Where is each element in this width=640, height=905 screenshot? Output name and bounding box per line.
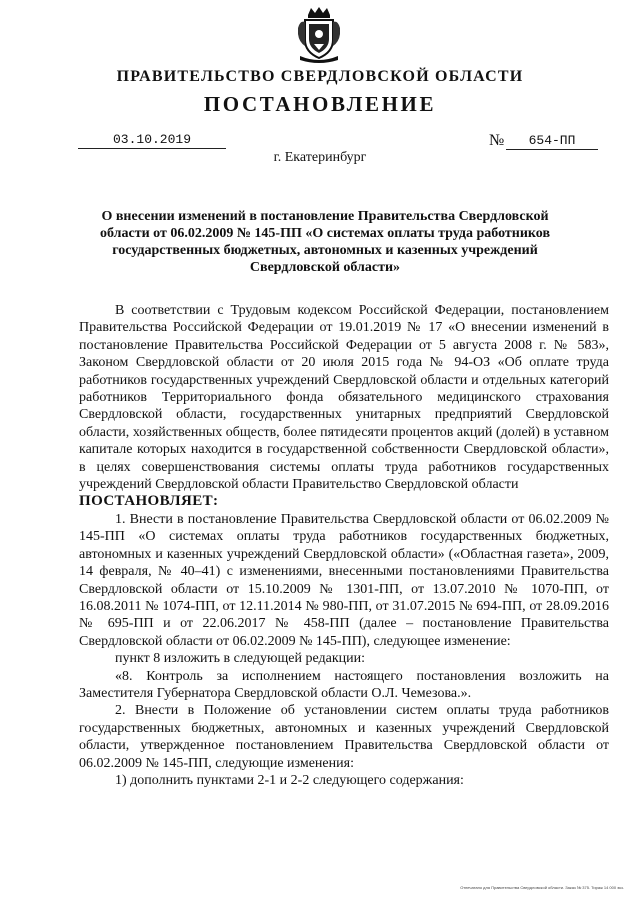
organization-heading: ПРАВИТЕЛЬСТВО СВЕРДЛОВСКОЙ ОБЛАСТИ <box>116 68 524 85</box>
document-type-heading: ПОСТАНОВЛЕНИЕ <box>203 92 437 116</box>
item-1-quote-paragraph: «8. Контроль за исполнением настоящего постановления возложить на Заместителя Губернатора Свердловской области О.Л. Чемезова.». <box>79 668 609 701</box>
item-2-paragraph: 2. Внести в Положение об установлении систем оплаты труда работников государственных бюджетных, автономных и казенных учреждений Свердловской области, утвержденное постановлением Правительства Свердловской области от 06.02.2009 № 145-ПП, следующие изменения: <box>79 703 609 771</box>
item-2-sub-1-paragraph: 1) дополнить пунктами 2-1 и 2-2 следующего содержания: <box>115 772 464 788</box>
number-sign: № <box>489 132 505 149</box>
preamble-paragraph: В соответствии с Трудовым кодексом Российской Федерации, постановлением Правительства Российской Федерации от 19.01.2019 № 17 «О внесении изменений в постановление Правительства Российской Федерации от 5 августа 2008 г. № 583», Законом Свердловской области от 20 июля 2015 года № 94-ОЗ «Об оплате труда работников государственных учреждений Свердловской области и отдельных категорий работников Территориального фонда обязательного медицинского страхования Свердловской области, государственных унитарных предприятий Свердловской области, хозяйственных обществ, более пятидесяти процентов акций (долей) в уставном капитале которых находится в государственной собственности Свердловской области», в целях совершенствования системы оплаты труда работников государственных учреждений Свердловской области Правительство Свердловской области <box>79 303 609 493</box>
document-date: 03.10.2019 <box>78 132 226 149</box>
item-1-sub-paragraph: пункт 8 изложить в следующей редакции: <box>115 651 365 667</box>
document-body <box>79 302 609 789</box>
document-number: 654-ПП <box>506 133 598 150</box>
print-footer: Отпечатано для Правительства Свердловской области. Заказ № 375. Тираж 14 000 экз. <box>460 885 624 890</box>
document-city: г. Екатеринбург <box>273 150 367 165</box>
coat-of-arms-icon <box>296 6 342 64</box>
decree-heading: ПОСТАНОВЛЯЕТ: <box>79 493 219 510</box>
item-1-paragraph: 1. Внести в постановление Правительства Свердловской области от 06.02.2009 № 145-ПП «О системах оплаты труда работников государственных бюджетных, автономных и казенных учреждений Свердловской области» («Областная газета», 2009, 14 февраля, № 40–41) с изменениями, внесенными постановлениями Правительства Свердловской области от 15.10.2009 № 1301-ПП, от 13.07.2010 № 1070-ПП, от 16.08.2011 № 1074-ПП, от 12.11.2014 № 980-ПП, от 31.07.2015 № 694-ПП, от 28.09.2016 № 695-ПП и от 22.06.2017 № 458-ПП (далее – постановление Правительства Свердловской области от 06.02.2009 № 145-ПП), следующее изменение: <box>79 511 609 649</box>
document-title: О внесении изменений в постановление Правительства Свердловской области от 06.02.2009 № 145-ПП «О системах оплаты труда работников государственных бюджетных, автономных и казенных учреждений Свердловской области» <box>99 209 551 275</box>
